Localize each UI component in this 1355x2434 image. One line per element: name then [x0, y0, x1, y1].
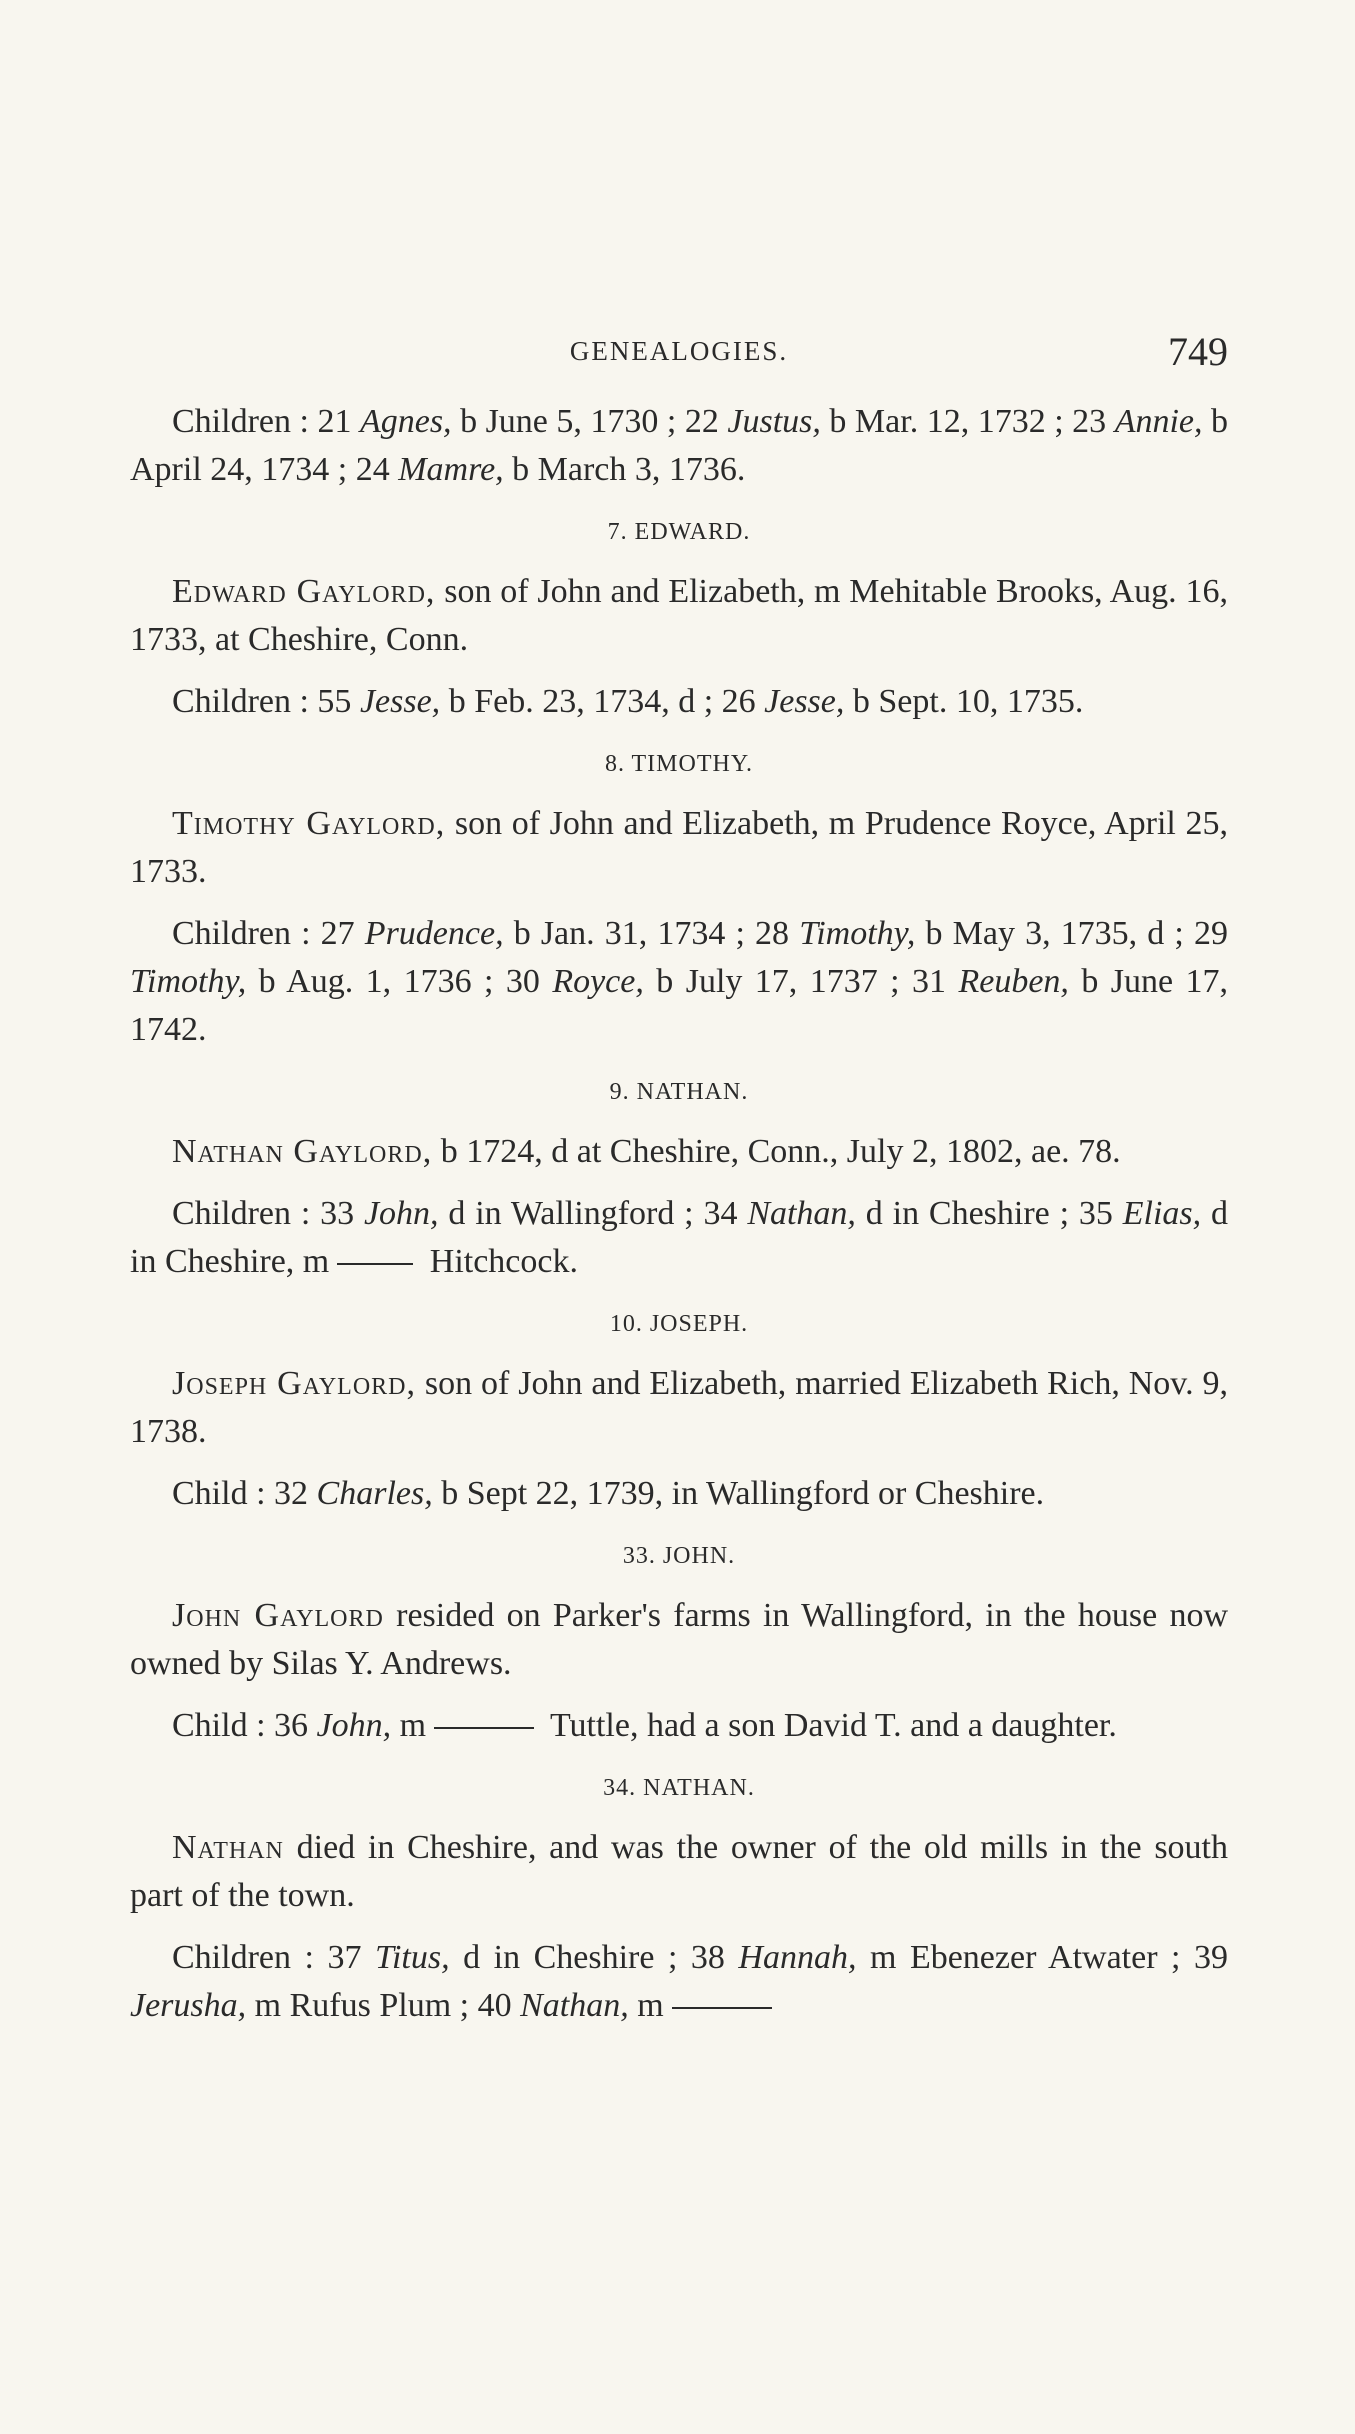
text: b June 5, 1730 ; 22: [451, 403, 728, 440]
section-heading-nathan-9: 9. NATHAN.: [609, 1079, 749, 1105]
child-name: John,: [363, 1195, 439, 1232]
paragraph-nathan-34-children: [130, 1934, 1228, 2030]
text: m Ebenezer Atwater ; 39: [856, 1939, 1228, 1976]
text: Children : 37: [172, 1939, 375, 1976]
text: Tuttle, had a son David T. and a daughter.: [542, 1707, 1117, 1744]
text: b April 24, 1734 ; 24: [130, 403, 1229, 488]
paragraph-joseph-child: [130, 1470, 1228, 1518]
child-name: Nathan,: [520, 1987, 629, 2024]
text: son of John and Elizabeth, married Elizabeth Rich, Nov. 9, 1738.: [130, 1365, 1228, 1450]
child-name: Justus,: [727, 403, 821, 440]
text: b March 3, 1736.: [503, 451, 746, 488]
running-head-title: GENEALOGIES.: [569, 336, 789, 366]
person-name: Nathan Gaylord,: [172, 1133, 433, 1170]
person-name: John Gaylord: [172, 1597, 384, 1634]
text: d in Cheshire, m: [130, 1195, 1228, 1280]
text: Children : 21: [172, 403, 360, 440]
text: Child : 36: [172, 1707, 317, 1744]
child-name: Nathan,: [747, 1195, 856, 1232]
child-name: Royce,: [552, 963, 644, 1000]
text: son of John and Elizabeth, m Mehitable Brooks, Aug. 16, 1733, at Cheshire, Conn.: [130, 573, 1228, 658]
person-name: Timothy Gaylord,: [172, 805, 446, 842]
paragraph-nathan-9: [130, 1128, 1228, 1176]
child-name: Jesse,: [359, 683, 441, 720]
paragraph-john-child: [130, 1702, 1228, 1750]
person-name: Edward Gaylord,: [172, 573, 436, 610]
section-heading-joseph: 10. JOSEPH.: [609, 1311, 749, 1337]
text: Children : 27: [172, 915, 365, 952]
child-name: Hannah,: [738, 1939, 857, 1976]
text: b Sept. 10, 1735.: [844, 683, 1084, 720]
person-name: Nathan: [172, 1829, 284, 1866]
paragraph-edward: [130, 568, 1228, 664]
text: Children : 33: [172, 1195, 364, 1232]
paragraph-nathan-34: [130, 1824, 1228, 1920]
running-head: [130, 328, 1228, 388]
text: b July 17, 1737 ; 31: [643, 963, 959, 1000]
child-name: Mamre,: [398, 451, 504, 488]
child-name: Agnes,: [359, 403, 452, 440]
text: resided on Parker's farms in Wallingford, in the house now owned by Silas Y. Andrews.: [130, 1597, 1228, 1682]
paragraph-nathan-9-children: [130, 1190, 1228, 1286]
body-text: [130, 398, 1228, 2044]
text: m: [391, 1707, 427, 1744]
child-name: Charles,: [316, 1475, 433, 1512]
page-number: 749: [1168, 329, 1228, 374]
paragraph-joseph: [130, 1360, 1228, 1456]
section-heading-timothy: 8. TIMOTHY.: [604, 751, 754, 777]
paragraph-timothy: [130, 800, 1228, 896]
text: Children : 55: [172, 683, 360, 720]
section-heading-john: 33. JOHN.: [622, 1543, 736, 1569]
child-name: Timothy,: [799, 915, 916, 952]
text: b May 3, 1735, d ; 29: [915, 915, 1228, 952]
blank-name-dash: [337, 1263, 413, 1265]
person-name: Joseph Gaylord,: [172, 1365, 417, 1402]
child-name: Elias,: [1122, 1195, 1202, 1232]
text: b Feb. 23, 1734, d ; 26: [440, 683, 765, 720]
paragraph-john: [130, 1592, 1228, 1688]
text: m: [628, 1987, 664, 2024]
child-name: Annie,: [1114, 403, 1203, 440]
text: b Jan. 31, 1734 ; 28: [503, 915, 800, 952]
child-name: Jerusha,: [130, 1987, 247, 2024]
child-name: Jesse,: [764, 683, 845, 720]
text: b Aug. 1, 1736 ; 30: [246, 963, 553, 1000]
child-name: Timothy,: [130, 963, 247, 1000]
text: b Sept 22, 1739, in Wallingford or Cheshire.: [432, 1475, 1045, 1512]
child-name: Prudence,: [364, 915, 504, 952]
blank-name-dash: [672, 2007, 772, 2009]
child-name: John,: [316, 1707, 392, 1744]
text: b 1724, d at Cheshire, Conn., July 2, 1802, ae. 78.: [432, 1133, 1121, 1170]
child-name: Reuben,: [958, 963, 1069, 1000]
paragraph-edward-children: [130, 678, 1228, 726]
text: b June 17, 1742.: [130, 963, 1229, 1048]
text: Child : 32: [172, 1475, 317, 1512]
section-heading-nathan-34: 34. NATHAN.: [603, 1775, 755, 1801]
child-name: Titus,: [374, 1939, 450, 1976]
blank-name-dash: [434, 1727, 534, 1729]
text: d in Wallingford ; 34: [438, 1195, 748, 1232]
text: d in Cheshire ; 38: [449, 1939, 739, 1976]
text: d in Cheshire ; 35: [855, 1195, 1123, 1232]
text: son of John and Elizabeth, m Prudence Royce, April 25, 1733.: [130, 805, 1228, 890]
text: m Rufus Plum ; 40: [246, 1987, 521, 2024]
text: Hitchcock.: [421, 1243, 578, 1280]
paragraph-timothy-children: [130, 910, 1228, 1054]
section-heading-edward: 7. EDWARD.: [607, 519, 751, 545]
text: b Mar. 12, 1732 ; 23: [820, 403, 1115, 440]
paragraph-children-agnes: [130, 398, 1228, 494]
text: died in Cheshire, and was the owner of the old mills in the south part of the town.: [130, 1829, 1228, 1914]
